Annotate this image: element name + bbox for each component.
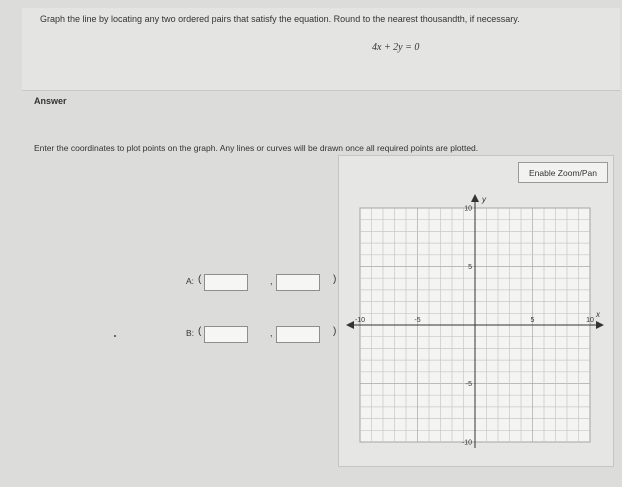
bullet-dot (114, 335, 116, 337)
open-paren: ( (198, 326, 202, 337)
point-a-x-input[interactable] (204, 274, 248, 291)
comma: , (270, 328, 273, 338)
answer-label: Answer (34, 96, 67, 106)
comma: , (270, 276, 273, 286)
close-paren: ) (333, 326, 337, 337)
point-a-y-input[interactable] (276, 274, 320, 291)
x-tick-label: -5 (414, 317, 421, 324)
left-arrow-icon (346, 321, 354, 329)
enable-zoom-pan-button[interactable]: Enable Zoom/Pan (518, 162, 608, 183)
point-b-label: B: (186, 328, 195, 338)
up-arrow-icon (471, 194, 479, 202)
y-tick-label: 5 (468, 264, 472, 271)
x-tick-label: 10 (586, 317, 594, 324)
instructions: Enter the coordinates to plot points on the graph. Any lines or curves will be drawn once all required points are plotted. (34, 143, 479, 153)
x-tick-label: 5 (530, 317, 535, 324)
point-b-x-input[interactable] (204, 326, 248, 343)
close-paren: ) (333, 274, 337, 285)
y-axis-label: y (482, 195, 486, 204)
x-axis-label: x (596, 310, 600, 319)
y-tick-label: -10 (461, 439, 472, 447)
equation: 4x + 2y = 0 (372, 42, 420, 53)
question-text: Graph the line by locating any two ordered pairs that satisfy the equation. Round to the nearest thousandth, if necessary. (40, 14, 520, 24)
point-a-label: A: (186, 276, 195, 286)
y-tick-label: 10 (464, 205, 472, 213)
x-tick-label: -10 (354, 317, 366, 324)
point-b-y-input[interactable] (276, 326, 320, 343)
right-arrow-icon (596, 321, 604, 329)
coordinate-grid[interactable] (340, 190, 610, 452)
y-tick-label: -5 (465, 381, 472, 388)
open-paren: ( (198, 274, 202, 285)
